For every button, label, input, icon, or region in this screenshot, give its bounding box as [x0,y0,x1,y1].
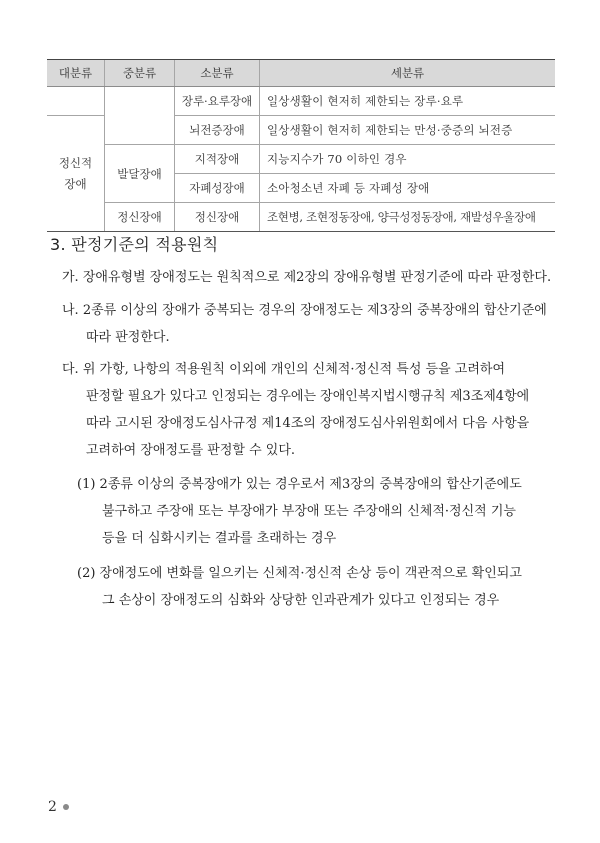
detail-cell: 조현병, 조현정동장애, 양극성정동장애, 재발성우울장애 [260,203,556,232]
paragraph-da: 다. 위 가항, 나항의 적용원칙 이외에 개인의 신체적·정신적 특성 등을 고려하여 [62,362,506,377]
paragraph-da-continued: 고려하여 장애정도를 판정할 수 있다. [86,443,296,458]
mid-cell-blank [105,87,175,145]
minor-cell: 장루·요루장애 [175,87,260,116]
header-minor: 소분류 [175,60,260,87]
list-item-1-continued: 불구하고 주장애 또는 부장애가 부장애 또는 주장애의 신체적·정신적 기능 [102,504,516,519]
paragraph-na-continued: 따라 판정한다. [86,330,170,345]
list-item-1-continued: 등을 더 심화시키는 결과를 초래하는 경우 [102,531,337,546]
table-header-row [47,60,555,87]
paragraph-na: 나. 2종류 이상의 장애가 중복되는 경우의 장애정도는 제3장의 중복장애의 합산기준에 [62,303,547,318]
mid-cell-mental: 정신장애 [105,203,175,232]
paragraph-da-continued: 따라 고시된 장애정도심사규정 제14조의 장애정도심사위원회에서 다음 사항을 [86,416,530,431]
minor-cell: 뇌전증장애 [175,116,260,145]
major-cell-mental [47,116,105,232]
minor-cell: 정신장애 [175,203,260,232]
detail-cell: 일상생활이 현저히 제한되는 만성·중증의 뇌전증 [260,116,556,145]
detail-cell: 일상생활이 현저히 제한되는 장루·요루 [260,87,556,116]
detail-cell: 지능지수가 70 이하인 경우 [260,145,556,174]
header-mid: 중분류 [105,60,175,87]
major-cell-blank [47,87,105,116]
paragraph-da-continued: 판정할 필요가 있다고 인정되는 경우에는 장애인복지법시행규칙 제3조제4항에 [86,389,530,404]
mid-cell-developmental: 발달장애 [105,145,175,203]
section-heading: 3. 판정기준의 적용원칙 [50,235,219,254]
detail-cell: 소아청소년 자폐 등 자폐성 장애 [260,174,556,203]
table-row [47,87,555,116]
disability-classification-table [47,59,555,232]
list-item-2-continued: 그 손상이 장애정도의 심화와 상당한 인과관계가 있다고 인정되는 경우 [102,593,500,608]
list-item-1: (1) 2종류 이상의 중복장애가 있는 경우로서 제3장의 중복장애의 합산기준에도 [77,477,522,492]
table-row [47,145,555,174]
page-footer [48,799,69,815]
minor-cell: 자폐성장애 [175,174,260,203]
header-major: 대분류 [47,60,105,87]
page-number: 2 [48,799,57,815]
minor-cell: 지적장애 [175,145,260,174]
bullet-dot-icon [63,804,69,810]
list-item-2: (2) 장애정도에 변화를 일으키는 신체적·정신적 손상 등이 객관적으로 확인되고 [77,566,522,581]
paragraph-ga: 가. 장애유형별 장애정도는 원칙적으로 제2장의 장애유형별 판정기준에 따라 판정한다. [62,270,552,285]
major-mental-label: 정신적 장애 [58,155,93,191]
header-detail: 세분류 [260,60,556,87]
table-row [47,203,555,232]
